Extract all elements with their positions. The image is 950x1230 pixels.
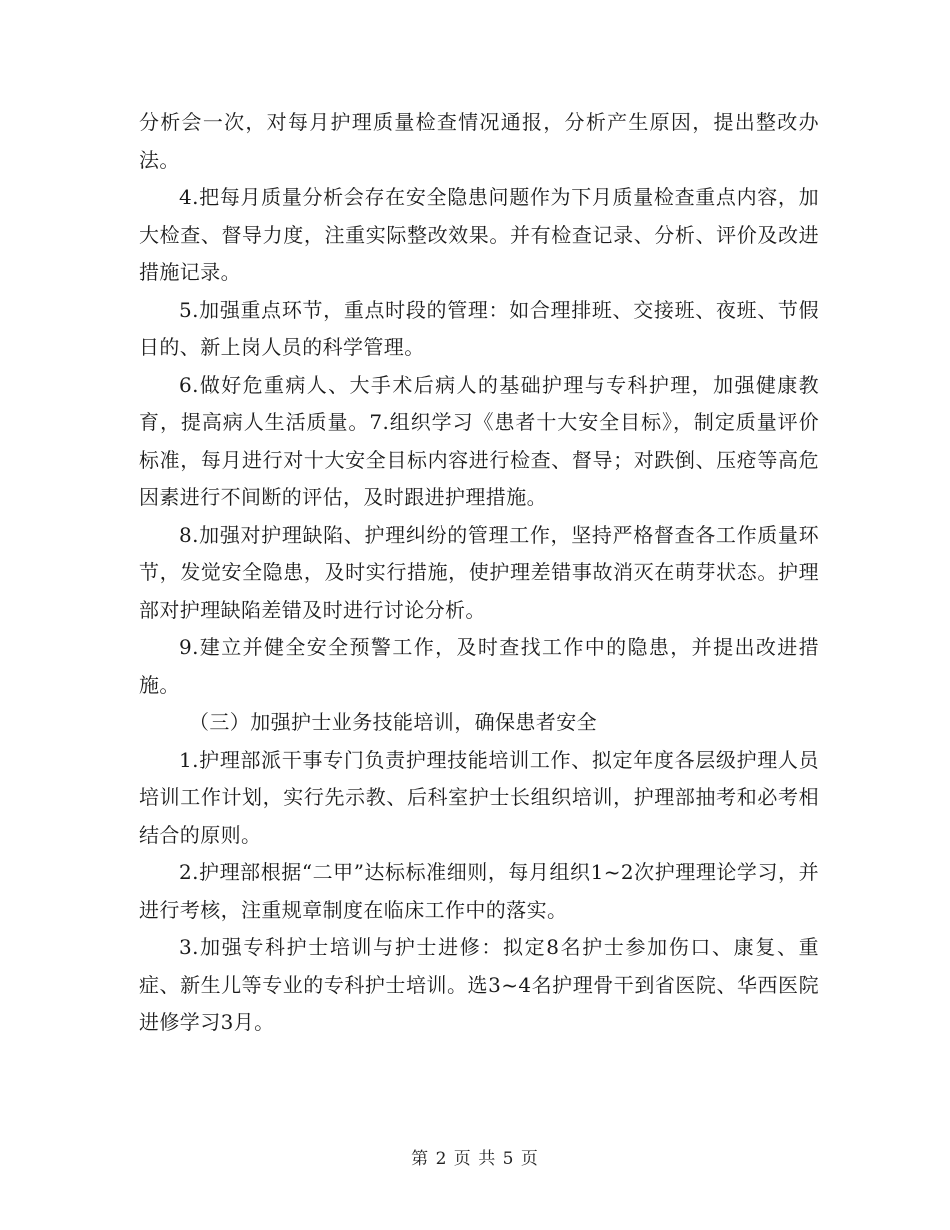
paragraph-item-8: 8.加强对护理缺陷、护理纠纷的管理工作，坚持严格督查各工作质量环节，发觉安全隐患，及时实行措施，使护理差错事故消灭在萌芽状态。护理部对护理缺陷差错及时进行讨论分析。 [139,522,819,622]
paragraph-training-1: 1.护理部派干事专门负责护理技能培训工作、拟定年度各层级护理人员培训工作计划，实行先示教、后科室护士长组织培训，护理部抽考和必考相结合的原则。 [139,747,819,847]
paragraph-item-9: 9.建立并健全安全预警工作，及时查找工作中的隐患，并提出改进措施。 [139,635,819,697]
paragraph-item-4: 4.把每月质量分析会存在安全隐患问题作为下月质量检查重点内容，加大检查、督导力度，注重实际整改效果。并有检查记录、分析、评价及改进措施记录。 [139,185,819,284]
paragraph-continued: 分析会一次，对每月护理质量检查情况通报，分析产生原因，提出整改办法。 [139,110,819,172]
paragraph-item-6-7: 6.做好危重病人、大手术后病人的基础护理与专科护理，加强健康教育，提高病人生活质量。7.组织学习《患者十大安全目标》，制定质量评价标准，每月进行对十大安全目标内容进行检查、督导；对跌倒、压疮等高危因素进行不间断的评估，及时跟进护理措施。 [139,372,819,509]
paragraph-item-5: 5.加强重点环节，重点时段的管理：如合理排班、交接班、夜班、节假日的、新上岗人员的科学管理。 [139,297,819,359]
paragraph-training-3: 3.加强专科护士培训与护士进修：拟定8名护士参加伤口、康复、重症、新生儿等专业的专科护士培训。选3~4名护理骨干到省医院、华西医院进修学习3月。 [139,935,819,1034]
document-body [139,104,819,1042]
page-number-label: 第 2 页 共 5 页 [411,1149,539,1169]
paragraph-training-2: 2.护理部根据“二甲”达标标准细则，每月组织1~2次护理理论学习，并进行考核，注重规章制度在临床工作中的落实。 [139,860,819,922]
section-heading-3: （三）加强护士业务技能培训，确保患者安全 [189,710,597,734]
page-footer [0,1144,950,1169]
